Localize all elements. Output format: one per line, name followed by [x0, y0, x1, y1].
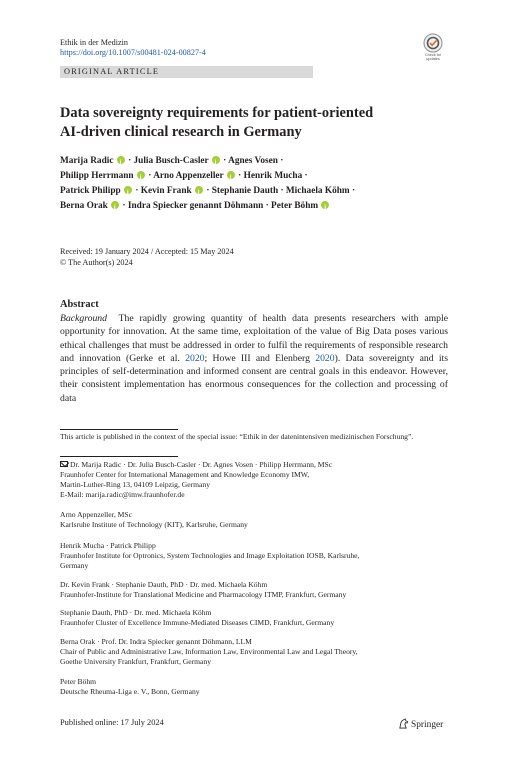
author[interactable]: Philipp Herrmann: [60, 171, 134, 181]
author[interactable]: Patrick Philipp: [60, 186, 121, 196]
orcid-icon[interactable]: [212, 156, 220, 164]
publisher-logo: [398, 718, 443, 730]
title-line-1: Data sovereignty requirements for patient-oriented: [60, 105, 374, 121]
affiliation-block: Dr. Marija Radic · Dr. Julia Busch-Casler · Dr. Agnes Vosen · Philipp Herrmann, MSc Fraunhofer Center for International Management and Knowledge Economy IMW, Martin-Luther-Ring 13, 04109 Leipzig, Germany E-Mail: marija.radic@imw.fraunhofer.de: [60, 460, 450, 500]
citation-link[interactable]: 2020: [315, 352, 335, 364]
published-online: Published online: 17 July 2024: [60, 718, 164, 727]
background-label: Background: [60, 313, 107, 324]
affiliation-names: Arno Appenzeller, MSc: [60, 510, 133, 519]
springer-horse-icon: [398, 718, 409, 729]
envelope-icon: [60, 461, 68, 467]
affiliation-names: Stephanie Dauth, PhD · Dr. med. Michaela Köhm: [60, 608, 212, 617]
author[interactable]: Peter Böhm: [271, 201, 319, 211]
affiliation-names: Dr. Marija Radic · Dr. Julia Busch-Casler · Dr. Agnes Vosen · Philipp Herrmann, MSc: [70, 460, 333, 469]
orcid-icon[interactable]: [195, 186, 203, 194]
email-link[interactable]: E-Mail: marija.radic@imw.fraunhofer.de: [60, 490, 185, 499]
publisher-name: Springer: [411, 720, 444, 730]
doi-link[interactable]: https://doi.org/10.1007/s00481-024-00827-4: [60, 48, 206, 57]
citation-link[interactable]: 2020: [185, 352, 205, 364]
abstract-heading: Abstract: [60, 299, 99, 310]
received-accepted: Received: 19 January 2024 / Accepted: 15 May 2024: [60, 247, 234, 256]
orcid-icon[interactable]: [111, 201, 119, 209]
author[interactable]: Michaela Köhm: [285, 186, 350, 196]
title-line-2: AI-driven clinical research in Germany: [60, 124, 302, 140]
author[interactable]: Henrik Mucha: [243, 171, 303, 181]
orcid-icon[interactable]: [124, 186, 132, 194]
author-line-1: Marija Radic i · Julia Busch-Casler i · Agnes Vosen ·: [60, 154, 450, 169]
author[interactable]: Berna Orak: [60, 201, 108, 211]
affiliation-block: Dr. Kevin Frank · Stephanie Dauth, PhD · Dr. med. Michaela Köhm Fraunhofer-Institute for Translational Medicine and Pharmacology ITMP, Frankfurt, Germany: [60, 580, 450, 600]
author-line-3: Patrick Philipp i · Kevin Frank i · Stephanie Dauth · Michaela Köhm ·: [60, 184, 450, 199]
article-dates: [60, 247, 234, 268]
check-for-updates-badge[interactable]: [418, 33, 448, 63]
affiliation-names: Peter Böhm: [60, 677, 97, 686]
section-bar: [60, 66, 313, 78]
author-list: [60, 154, 450, 214]
orcid-icon[interactable]: [321, 201, 329, 209]
article-title: [60, 104, 450, 142]
check-for-updates-icon: [423, 33, 443, 53]
affiliation-names: Berna Orak · Prof. Dr. Indra Spiecker genannt Döhmann, LLM: [60, 637, 252, 646]
affiliation-block: Henrik Mucha · Patrick Philipp Fraunhofer Institute for Optronics, System Technologies and Image Exploitation IOSB, Karlsruhe, Germany: [60, 541, 450, 571]
orcid-icon[interactable]: [137, 171, 145, 179]
affiliation-block: Berna Orak · Prof. Dr. Indra Spiecker genannt Döhmann, LLM Chair of Public and Administrative Law, Information Law, Environmental Law and Legal Theory, Goethe University Frankfurt, Frankfurt, Germany: [60, 637, 450, 667]
footnote-divider: [60, 429, 178, 430]
check-for-updates-label: Check for updates: [424, 53, 442, 61]
abstract-text: Background The rapidly growing quantity of health data presents researchers with ample opportunity for innovation. At the same time, exploitation of the value of Big Data poses various ethical challenges that must be addressed in order to fulfil the requirements of responsible research and innovation (Gerke et al. 2020; Howe III and Elenberg 2020). Data sovereignty and its principles of self-determination and informed consent are central goals in this endeavor. However, their consistent implementation has enormous consequences for the collection and processing of data: [60, 313, 448, 404]
author[interactable]: Indra Spiecker genannt Döhmann: [127, 201, 264, 211]
affiliation-block: Stephanie Dauth, PhD · Dr. med. Michaela Köhm Fraunhofer Cluster of Excellence Immune-Mediated Diseases CIMD, Frankfurt, Germany: [60, 608, 450, 628]
author[interactable]: Julia Busch-Casler: [133, 156, 209, 166]
author[interactable]: Agnes Vosen: [228, 156, 278, 166]
affiliation-block: Arno Appenzeller, MSc Karlsruhe Institute of Technology (KIT), Karlsruhe, Germany: [60, 510, 450, 530]
author-line-4: Berna Orak i · Indra Spiecker genannt Döhmann · Peter Böhm i: [60, 199, 450, 214]
affiliation-names: Dr. Kevin Frank · Stephanie Dauth, PhD · Dr. med. Michaela Köhm: [60, 580, 268, 589]
author[interactable]: Stephanie Dauth: [211, 186, 279, 196]
section-label: ORIGINAL ARTICLE: [64, 67, 160, 76]
author[interactable]: Arno Appenzeller: [153, 171, 224, 181]
affiliation-names: Henrik Mucha · Patrick Philipp: [60, 541, 156, 550]
special-issue-note: This article is published in the context of the special issue: “Ethik in der datenintensiven medizinischen Forschung”.: [60, 432, 414, 441]
affiliation-divider: [60, 456, 178, 457]
author-line-2: Philipp Herrmann i · Arno Appenzeller i · Henrik Mucha ·: [60, 169, 450, 184]
copyright: © The Author(s) 2024: [60, 257, 133, 267]
orcid-icon[interactable]: [117, 156, 125, 164]
orcid-icon[interactable]: [227, 171, 235, 179]
author[interactable]: Marija Radic: [60, 156, 114, 166]
affiliation-block: Peter Böhm Deutsche Rheuma-Liga e. V., Bonn, Germany: [60, 677, 450, 697]
author[interactable]: Kevin Frank: [140, 186, 192, 196]
journal-name: Ethik in der Medizin: [60, 38, 128, 47]
